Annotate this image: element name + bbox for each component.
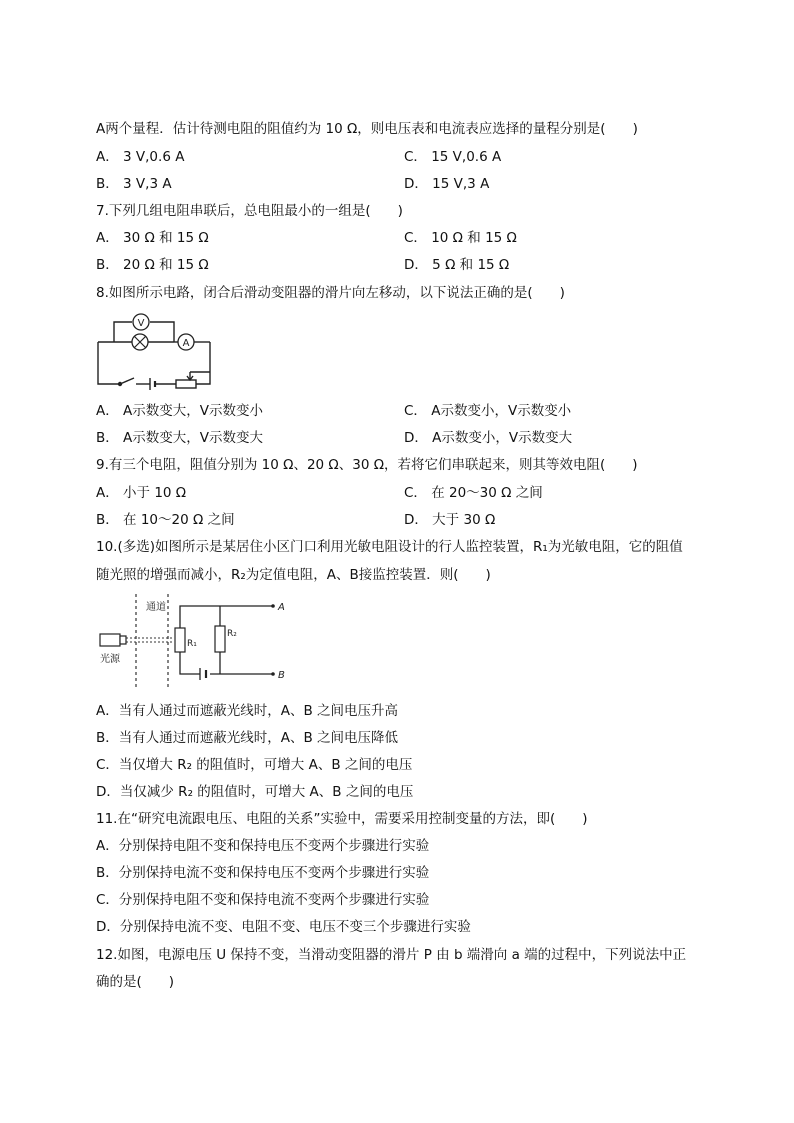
q10-option-a: A．当有人通过而遮蔽光线时，A、B 之间电压升高 — [96, 703, 399, 719]
light-source-icon — [100, 634, 126, 646]
terminal-a-label: A — [278, 602, 285, 613]
q6-option-a: A． 3 V,0.6 A — [96, 149, 185, 165]
terminal-b-label: B — [278, 670, 285, 681]
monitor-circuit-figure-q10 — [96, 592, 296, 692]
light-source-label: 光源 — [100, 654, 120, 665]
question-12-text-line1: 12.如图，电源电压 U 保持不变，当滑动变阻器的滑片 P 由 b 端滑向 a 端的过程中，下列说法中正 — [96, 947, 687, 963]
r2-resistor — [215, 626, 225, 652]
q9-option-c: C． 在 20～30 Ω 之间 — [404, 485, 543, 501]
q9-option-a: A． 小于 10 Ω — [96, 485, 187, 501]
q10-option-d: D．当仅减少 R₂ 的阻值时，可增大 A、B 之间的电压 — [96, 784, 414, 800]
q7-option-d: D． 5 Ω 和 15 Ω — [404, 257, 510, 273]
q8-option-d: D． A示数变小，V示数变大 — [404, 430, 573, 446]
terminal-a — [271, 604, 275, 608]
q11-option-a: A．分别保持电阻不变和保持电压不变两个步骤进行实验 — [96, 838, 430, 854]
q8-option-b: B． A示数变大，V示数变大 — [96, 430, 264, 446]
lamp-icon — [132, 334, 148, 350]
q7-option-c: C． 10 Ω 和 15 Ω — [404, 230, 517, 246]
question-10-text-line2: 随光照的增强而减小，R₂为定值电阻，A、B接监控装置．则( ) — [96, 567, 491, 583]
q10-option-b: B．当有人通过而遮蔽光线时，A、B 之间电压降低 — [96, 730, 399, 746]
q11-option-b: B．分别保持电流不变和保持电压不变两个步骤进行实验 — [96, 865, 430, 881]
q9-option-b: B． 在 10～20 Ω 之间 — [96, 512, 235, 528]
question-7-text: 7.下列几组电阻串联后，总电阻最小的一组是( ) — [96, 203, 403, 219]
q9-option-d: D． 大于 30 Ω — [404, 512, 496, 528]
q6-option-d: D． 15 V,3 A — [404, 176, 490, 192]
q6-option-c: C． 15 V,0.6 A — [404, 149, 502, 165]
question-9-text: 9.有三个电阻，阻值分别为 10 Ω、20 Ω、30 Ω，若将它们串联起来，则其等效电阻( ) — [96, 457, 638, 473]
voltmeter-label: V — [137, 318, 145, 329]
q8-option-a: A． A示数变大，V示数变小 — [96, 403, 263, 419]
q8-option-c: C． A示数变小，V示数变小 — [404, 403, 572, 419]
circuit-figure-q8 — [94, 310, 214, 390]
q7-option-b: B． 20 Ω 和 15 Ω — [96, 257, 209, 273]
ammeter-label: A — [182, 338, 190, 349]
q6-option-b: B． 3 V,3 A — [96, 176, 172, 192]
q7-option-a: A． 30 Ω 和 15 Ω — [96, 230, 209, 246]
r2-label: R₂ — [227, 629, 237, 639]
channel-label: 通道 — [146, 602, 166, 613]
r1-resistor — [175, 628, 185, 652]
question-8-text: 8.如图所示电路，闭合后滑动变阻器的滑片向左移动，以下说法正确的是( ) — [96, 285, 565, 301]
terminal-b — [271, 672, 275, 676]
question-10-text-line1: 10.(多选)如图所示是某居住小区门口利用光敏电阻设计的行人监控装置，R₁为光敏电阻，它的阻值 — [96, 539, 683, 555]
q11-option-c: C．分别保持电阻不变和保持电流不变两个步骤进行实验 — [96, 892, 430, 908]
question-11-text: 11.在“研究电流跟电压、电阻的关系”实验中，需要采用控制变量的方法，即( ) — [96, 811, 588, 827]
question-12-text-line2: 确的是( ) — [96, 974, 175, 990]
r1-label: R₁ — [187, 639, 197, 649]
question-6-text: A两个量程．估计待测电阻的阻值约为 10 Ω，则电压表和电流表应选择的量程分别是( ) — [96, 121, 638, 137]
battery-icon — [200, 668, 206, 680]
q10-option-c: C．当仅增大 R₂ 的阻值时，可增大 A、B 之间的电压 — [96, 757, 413, 773]
q11-option-d: D．分别保持电流不变、电阻不变、电压不变三个步骤进行实验 — [96, 919, 471, 935]
